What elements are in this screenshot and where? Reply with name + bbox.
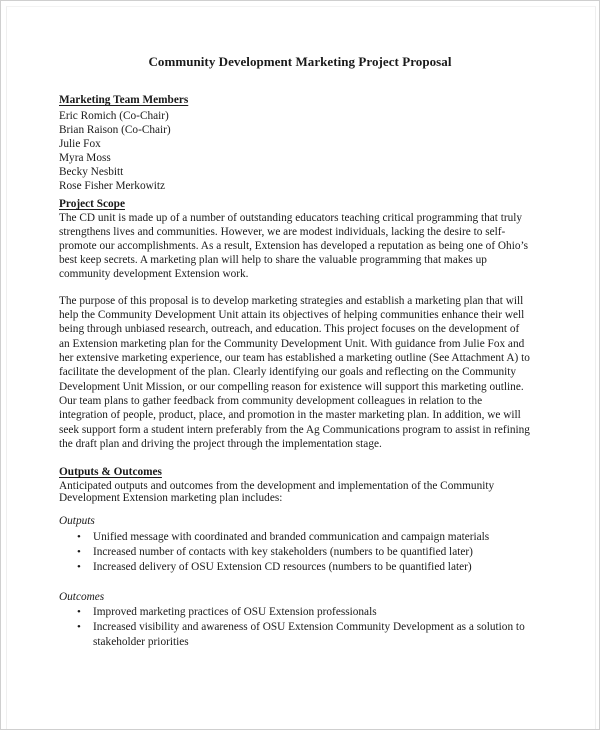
team-member: Eric Romich (Co-Chair) (59, 110, 169, 122)
output-item: Increased number of contacts with key stakeholders (numbers to be quantified later) (93, 546, 473, 558)
purpose-paragraph-line: being through unbiased research, outreach, and education. This project focuses on the development of (59, 323, 520, 335)
purpose-paragraph-line: Development Unit Mission, or our compelling reason for existence will support this marketing outline. (59, 381, 524, 393)
purpose-paragraph-line: facilitate the development of the plan. Clearly identifying our goals and reflecting on the Community (59, 366, 517, 378)
team-member: Brian Raison (Co-Chair) (59, 124, 171, 136)
outputs-outcomes-heading: Outputs & Outcomes (59, 466, 162, 478)
outputs-intro-line: Development Extension marketing plan includes: (59, 492, 283, 504)
output-item: Increased delivery of OSU Extension CD resources (numbers to be quantified later) (93, 561, 472, 573)
outcome-item-continuation: stakeholder priorities (93, 636, 189, 648)
bullet-icon: • (77, 531, 81, 543)
team-member: Rose Fisher Merkowitz (59, 180, 166, 192)
bullet-icon: • (77, 546, 81, 558)
bullet-icon: • (77, 606, 81, 618)
scope-paragraph-line: The CD unit is made up of a number of outstanding educators teaching critical programming that truly (59, 212, 523, 224)
document-title: Community Development Marketing Project Proposal (148, 54, 452, 69)
scope-paragraph-line: strengthens lives and communities. However, we are modest individuals, lacking the desire to self- (59, 226, 506, 238)
team-members-heading: Marketing Team Members (59, 94, 189, 106)
output-item: Unified message with coordinated and branded communication and campaign materials (93, 531, 490, 543)
outcome-item: Increased visibility and awareness of OSU Extension Community Development as a solution to (93, 621, 525, 633)
purpose-paragraph-line: an Extension marketing plan for the Community Development Unit. With guidance from Julie Fox and (59, 338, 525, 350)
outputs-label: Outputs (59, 515, 95, 527)
purpose-paragraph-line: seek support form a student intern preferably from the Ag Communications program to assist in refining (59, 424, 530, 436)
project-scope-heading: Project Scope (59, 198, 125, 210)
bullet-icon: • (77, 561, 81, 573)
outcomes-label: Outcomes (59, 591, 105, 603)
outputs-intro-line: Anticipated outputs and outcomes from the development and implementation of the Community (59, 480, 495, 492)
outcome-item: Improved marketing practices of OSU Extension professionals (93, 606, 377, 618)
bullet-icon: • (77, 621, 81, 633)
team-member: Julie Fox (59, 138, 101, 150)
scope-paragraph-line: promote our accomplishments. As a result, Extension has developed a reputation as being one of Ohio’s (59, 240, 529, 252)
purpose-paragraph-line: her extensive marketing experience, our team has established a marketing outline (See Attachment A) to (59, 352, 530, 364)
purpose-paragraph-line: The purpose of this proposal is to develop marketing strategies and establish a marketing plan that will (59, 295, 524, 307)
team-member: Becky Nesbitt (59, 166, 124, 178)
purpose-paragraph-line: the draft plan and driving the project through the implementation stage. (59, 438, 382, 450)
team-member: Myra Moss (59, 152, 111, 164)
scope-paragraph-line: community development Extension work. (59, 268, 249, 280)
purpose-paragraph-line: integration of people, product, place, and promotion in the master marketing plan. In addition, we will (59, 409, 521, 421)
purpose-paragraph-line: help the Community Development Unit attain its objectives of helping communities enhance their well (59, 309, 525, 321)
purpose-paragraph-line: Our team plans to gather feedback from community development colleagues in relation to the (59, 395, 483, 407)
scope-paragraph-line: best keep secrets. A marketing plan will help to share the valuable programming that makes up (59, 254, 487, 266)
